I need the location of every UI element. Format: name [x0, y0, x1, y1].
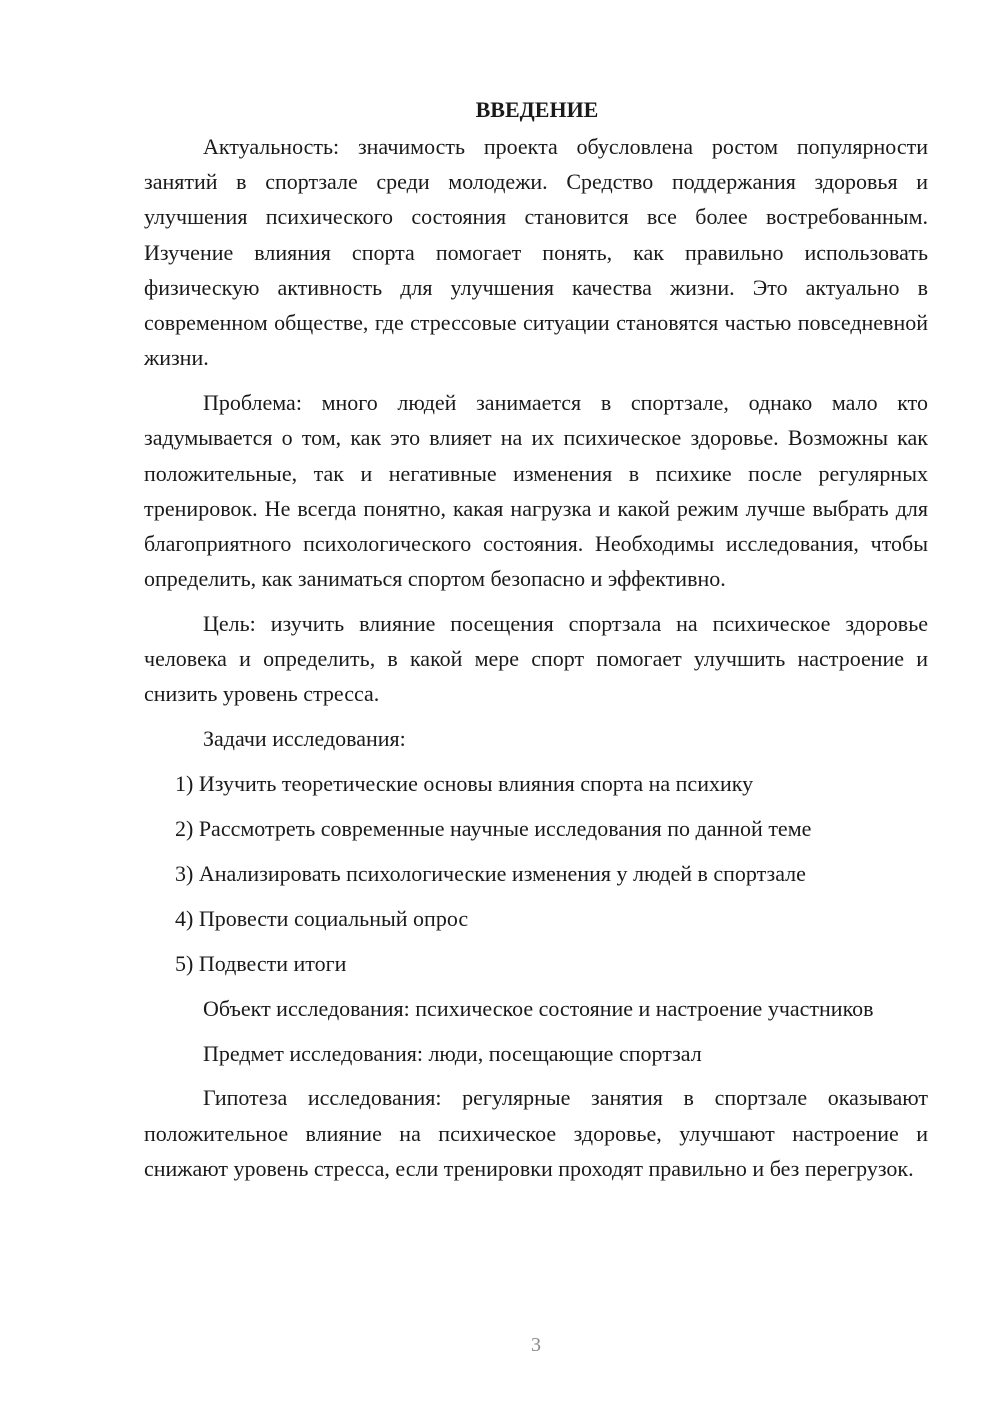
- page-number: 3: [531, 1334, 541, 1356]
- task-item: 4) Провести социальный опрос: [175, 905, 469, 931]
- task-item: 2) Рассмотреть современные научные исследования по данной теме: [175, 816, 812, 842]
- tasks-heading: Задачи исследования:: [203, 726, 406, 752]
- relevance-paragraph: Актуальность: значимость проекта обусловлена ростом популярности занятий в спортзале среди молодежи. Средство поддержания здоровья и улучшения психического состояния становится все более востребованным. Изучение влияния спорта помогает понять, как правильно использовать физическую активность для улучшения качества жизни. Это актуально в современном обществе, где стрессовые ситуации становятся частью повседневной жизни.: [144, 134, 928, 371]
- hypothesis-paragraph: Гипотеза исследования: регулярные занятия в спортзале оказывают положительное влияние на психическое здоровье, улучшают настроение и снижают уровень стресса, если тренировки проходят правильно и без перегрузок.: [144, 1085, 928, 1181]
- task-item: 5) Подвести итоги: [175, 950, 347, 976]
- document-page: [144, 90, 928, 1186]
- tasks-list: [144, 766, 928, 981]
- task-item: 1) Изучить теоретические основы влияния спорта на психику: [175, 771, 754, 797]
- problem-paragraph: Проблема: много людей занимается в спортзале, однако мало кто задумывается о том, как это влияет на их психическое здоровье. Возможны как положительные, так и негативные изменения в психике после регулярных тренировок. Не всегда понятно, какая нагрузка и какой режим лучше выбрать для благоприятного психологического состояния. Необходимы исследования, чтобы определить, как заниматься спортом безопасно и эффективно.: [144, 390, 928, 592]
- section-title: ВВЕДЕНИЕ: [475, 97, 599, 122]
- task-item: 3) Анализировать психологические изменения у людей в спортзале: [175, 860, 806, 886]
- goal-paragraph: Цель: изучить влияние посещения спортзала на психическое здоровье человека и определить, в какой мере спорт помогает улучшить настроение и снизить уровень стресса.: [144, 611, 928, 707]
- subject-paragraph: Предмет исследования: люди, посещающие спортзал: [203, 1040, 702, 1066]
- object-paragraph: Объект исследования: психическое состояние и настроение участников: [203, 995, 874, 1021]
